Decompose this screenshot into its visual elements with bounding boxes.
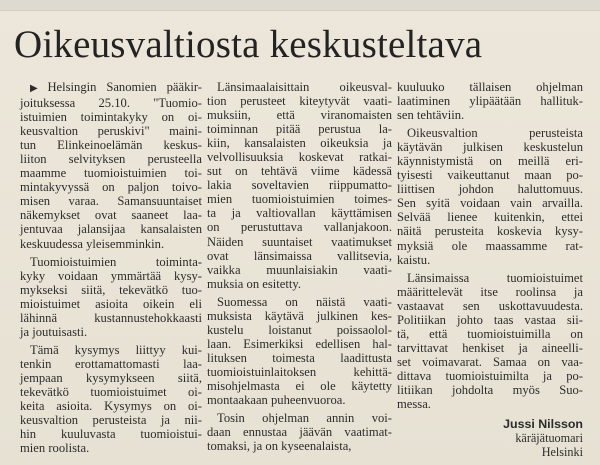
article-line: lähinnä kustannustehokkaasti [20,310,202,325]
article-line: vastaavat sen uskottavuudesta. [397,298,583,313]
author-name: Jussi Nilsson [503,417,583,432]
article-line: liiton selvityksen perusteella [20,152,202,167]
article-line: toiminnan pitää perustua la- [207,122,392,137]
article-line: Oikeusvaltion perusteista [407,126,583,141]
article-line: Näiden suuntaiset vaatimukset [207,234,392,249]
article-line: tuomioistuinlaitoksen kehittä- [207,364,392,379]
article-line: määrittelevät itse roolinsa ja [397,284,583,299]
article-column-3 [397,80,583,459]
article-line: muksista käytävä julkinen kes- [207,308,392,323]
article-line: joituksessa 25.10. "Tuomio- [20,96,202,111]
article-line: kuuluuko tällaisen ohjelman [397,80,583,94]
article-line: jempaan kysymykseen siitä, [20,370,202,385]
article-line: ▶ Helsingin Sanomien pääkir- [30,80,202,94]
lead-triangle-icon: ▶ [30,83,45,94]
article-line: mykseksi siitä, tekevätkö tuo- [20,282,202,297]
article-line: käynnistymistä on meillä eri- [397,154,583,169]
article-line: istuimien toimintakyky on oi- [20,110,202,125]
article-line: litiikan johdolta myös Suo- [397,382,583,397]
article-line: ta ja valtiovallan käyttämisen [207,206,392,221]
article-line: messa. [397,397,431,412]
article-line: keusvaltion peruskivi" maini- [20,124,202,139]
article-line: lituksen toimesta laadittusta [207,350,392,365]
article-line: tyisesti vaikeuttanut maan po- [397,168,583,183]
article-column-2 [207,80,392,457]
article-line: Suomessa on näistä vaati- [217,294,392,309]
article-line: muksiin, että viranomaisten [207,108,392,123]
article-line: Länsimaissa tuomioistuimet [407,270,583,285]
article-paragraph [20,255,202,339]
article-line: tion perusteet kiteytyvät vaati- [207,94,392,109]
article-line: tenkin erottamattomasti laa- [20,356,202,371]
author-city: Helsinki [541,445,583,460]
article-line: mioistuimet asioita oikein eli [20,296,202,311]
article-line: mintakyvyssä on paljon toivo- [20,180,202,195]
article-line: misohjelmasta ei ole käytetty [207,378,392,393]
article-line: hin kuuluvasta tuomioistui- [20,427,202,442]
article-line: laatiminen ylipäätään hallituk- [397,94,583,109]
article-paragraph [20,80,202,251]
article-line: Politiikan johto taas vastaa sii- [397,312,583,327]
article-line: näitä perusteita koskevia kysy- [397,224,583,239]
article-line: kaistu. [397,252,431,267]
article-line: mien tuomioistuimien toimes- [207,192,392,207]
article-paragraph [397,271,583,411]
article-line: kustelu loistanut poissaolol- [207,322,392,337]
article-line: velvollisuuksia koskevat ratkai- [207,150,392,165]
article-line: ovat länsimaissa vallitsevia, [207,248,392,263]
article-line: käytävän julkisen keskustelun [397,140,583,155]
article-line: Tosin ohjelman annin voi- [217,411,392,426]
article-line: montaakaan puheenvuoroa. [207,393,346,408]
article-line: daan ennustaa jäävän vaatimat- [207,425,392,440]
article-line: Tuomioistuimien toiminta- [30,254,202,269]
article-paragraph [207,411,392,453]
article-line: näkemykset ovat saaneet laa- [20,208,202,223]
article-line: kiin, kansalaisten oikeuksia ja [207,136,392,151]
author-signature [397,417,583,459]
article-line: on perustuttava vallanjakoon. [207,220,392,235]
article-line: ja joutuisasti. [20,324,88,339]
article-line: Länsimaalaisittain oikeusval- [217,80,392,94]
article-line: misen varaa. Samansuuntaiset [20,194,202,209]
article-line: tarvittavat henkiset ja aineelli- [397,340,583,355]
article-line: maamme tuomioistuimien toi- [20,166,202,181]
clipping-top-edge [0,0,600,11]
article-line: keusvaltion perusteista ja nii- [20,413,202,428]
article-line: Tämä kysymys liittyy kui- [30,342,202,357]
author-title: käräjätuomari [515,431,583,446]
article-line: jentuvaa jalansijaa kansalaisten [20,222,202,237]
article-line: sen tehtäviin. [397,108,465,123]
article-paragraph [397,80,583,122]
article-paragraph [20,343,202,455]
article-line: tekevätkö tuomioistuimet oi- [20,384,202,399]
article-line: tä, että tuomioistuimilla on [397,326,583,341]
article-line: laan. Esimerkiksi edellisen hal- [207,336,392,351]
article-line: keita asioita. Kysymys on oi- [20,399,202,414]
article-line: liittisen johdon haluttomuus. [397,182,583,197]
article-line: sut on tehtävä viime kädessä [207,164,392,179]
article-headline: Oikeusvaltiosta keskusteltava [14,23,483,66]
article-line: Selvää lienee kuitenkin, ettei [397,210,583,225]
article-line: kyky voidaan ymmärtää kysy- [20,268,202,283]
article-line: Sen syitä voidaan vain arvailla. [397,196,583,211]
article-line: tomaksi, ja on kyseenalaista, [207,439,352,454]
article-line: vaikka muunlaisiakin vaati- [207,262,392,277]
article-line: mien roolista. [20,441,90,456]
article-line: tun Elinkeinoelämän keskus- [20,138,202,153]
article-line: muksia on esitetty. [207,276,301,291]
article-paragraph [207,295,392,407]
article-column-1 [20,80,202,459]
article-paragraph [207,80,392,291]
article-line: lakia soveltavien riippumatto- [207,178,392,193]
article-paragraph [397,126,583,266]
article-line: myksiä ole maassamme rat- [397,238,583,253]
article-line: dittava tuomioistuimilta ja po- [397,368,583,383]
article-line: keskuudessa yleisemminkin. [20,236,165,251]
article-line: set voimavarat. Samaa on vaa- [397,354,583,369]
